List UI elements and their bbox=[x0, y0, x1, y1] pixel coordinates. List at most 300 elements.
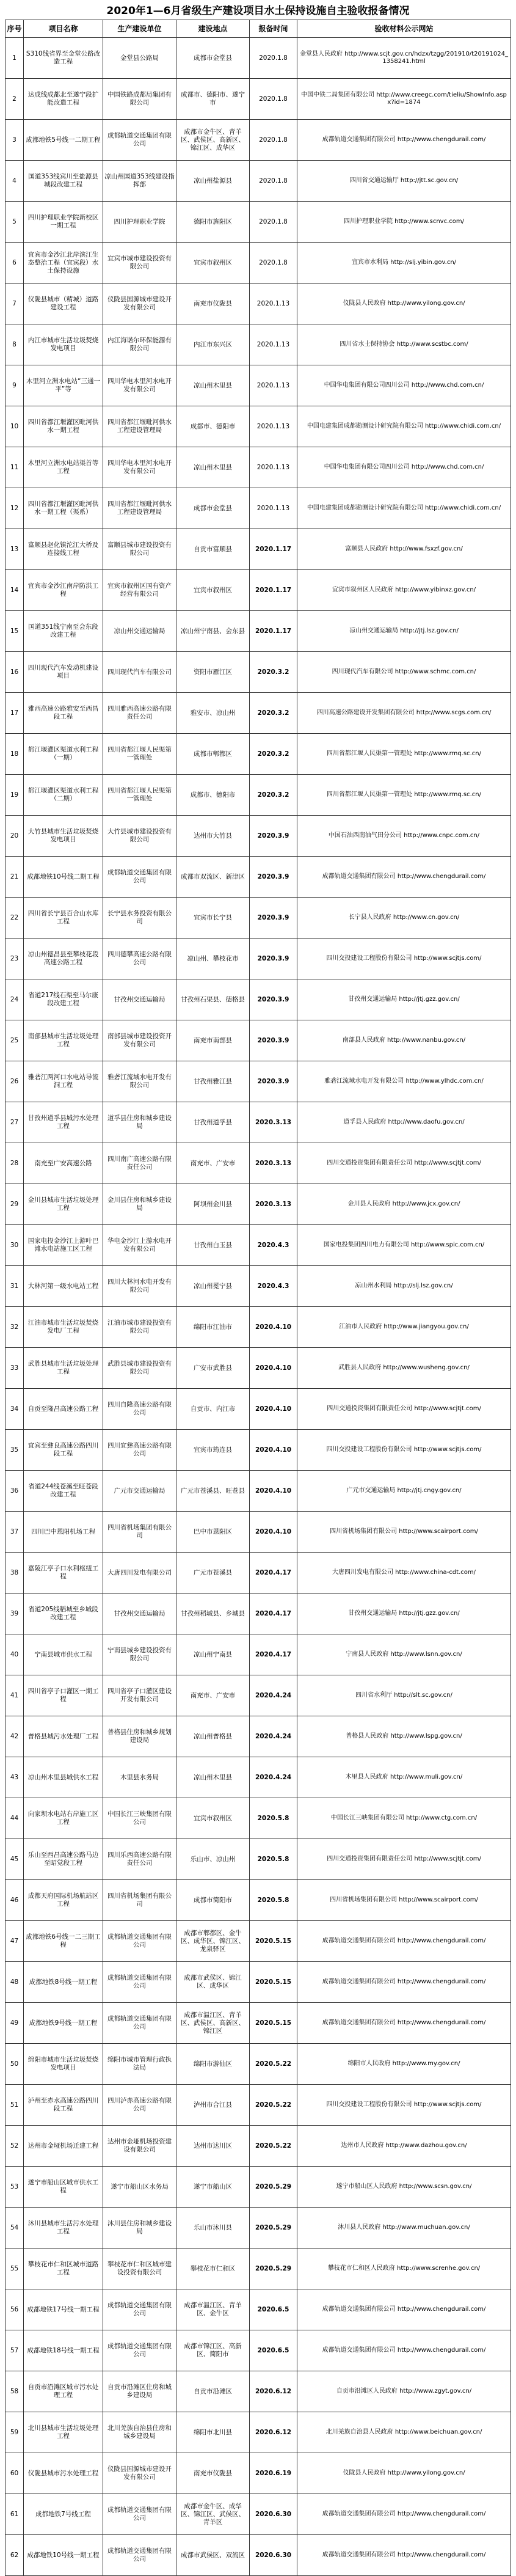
construction-location: 凉山州普格县 bbox=[176, 1716, 250, 1757]
row-number: 10 bbox=[5, 406, 24, 447]
publicity-website: 中国中铁二局集团有限公司 http://www.creegc.com/tieliu/ShowInfo.aspx?id=1874 bbox=[297, 79, 511, 120]
table-row bbox=[5, 1880, 511, 1921]
project-name: 省道205线稻城至乡城段改建工程 bbox=[24, 1594, 103, 1634]
row-number: 18 bbox=[5, 734, 24, 775]
table-row bbox=[5, 2208, 511, 2249]
project-name: 四川省都江堰灌区毗河供水一期工程 bbox=[24, 406, 103, 447]
construction-location: 南充市仪陇县 bbox=[176, 284, 250, 324]
publicity-website: 凉山州交通运输局 http://jtj.lsz.gov.cn/ bbox=[297, 611, 511, 652]
construction-location: 宜宾市叙州区 bbox=[176, 1798, 250, 1839]
publicity-website: 四川交投建设工程股份有限公司 http://www.scjtjs.com/ bbox=[297, 1430, 511, 1471]
publicity-website: 宜宾市水利局 http://slj.yibin.gov.cn/ bbox=[297, 243, 511, 284]
table-row bbox=[5, 1921, 511, 1962]
project-name: 宜宾市金沙江北岸滨江生态整治工程（宜宾段）水土保持设施 bbox=[24, 243, 103, 284]
project-name: 大竹县城市生活垃圾焚烧发电项目 bbox=[24, 816, 103, 857]
construction-location: 成都市金牛区、成华区、锦江区、武侯区、青羊区 bbox=[176, 2494, 250, 2535]
construction-unit: 成都轨道交通集团有限公司 bbox=[103, 2003, 176, 2044]
row-number: 8 bbox=[5, 324, 24, 365]
project-name: 沐川县城市生活污水处理工程 bbox=[24, 2208, 103, 2249]
construction-location: 甘孜州道孚县 bbox=[176, 1102, 250, 1143]
row-number: 36 bbox=[5, 1471, 24, 1512]
header-unit: 生产建设单位 bbox=[103, 20, 176, 38]
table-row bbox=[5, 2453, 511, 2494]
header-location: 建设地点 bbox=[176, 20, 250, 38]
construction-unit: 甘孜州交通运输局 bbox=[103, 1594, 176, 1634]
construction-unit: 成都轨道交通集团有限公司 bbox=[103, 2289, 176, 2330]
table-row bbox=[5, 939, 511, 979]
publicity-website: 四川省水土保持协会 http://www.scstbc.com/ bbox=[297, 324, 511, 365]
row-number: 48 bbox=[5, 1962, 24, 2003]
construction-location: 凉山州、攀枝花市 bbox=[176, 939, 250, 979]
table-row bbox=[5, 447, 511, 488]
report-date: 2020.4.10 bbox=[250, 1471, 297, 1512]
table-row bbox=[5, 365, 511, 406]
project-name: 成都地铁18号线一期工程 bbox=[24, 2330, 103, 2371]
publicity-website: 道孚县人民政府 http://www.daofu.gov.cn/ bbox=[297, 1102, 511, 1143]
header-date: 报备时间 bbox=[250, 20, 297, 38]
project-name: 南部县城市生活垃圾处理工程 bbox=[24, 1020, 103, 1061]
row-number: 28 bbox=[5, 1143, 24, 1184]
construction-unit: 中国长江三峡集团有限公司 bbox=[103, 1798, 176, 1839]
construction-unit: 中国铁路成都局集团有限公司 bbox=[103, 79, 176, 120]
construction-location: 甘孜州石渠县、德格县 bbox=[176, 979, 250, 1020]
report-date: 2020.4.3 bbox=[250, 1266, 297, 1307]
report-date: 2020.1.8 bbox=[250, 120, 297, 161]
row-number: 46 bbox=[5, 1880, 24, 1921]
publicity-website: 成都轨道交通集团有限公司 http://www.chengdurail.com/ bbox=[297, 1921, 511, 1962]
row-number: 39 bbox=[5, 1594, 24, 1634]
table-row bbox=[5, 1184, 511, 1225]
table-row bbox=[5, 1716, 511, 1757]
project-name: 省道217线石渠至马尔康段改建工程 bbox=[24, 979, 103, 1020]
construction-location: 宜宾市筠连县 bbox=[176, 1430, 250, 1471]
report-date: 2020.3.13 bbox=[250, 1184, 297, 1225]
report-date: 2020.6.30 bbox=[250, 2535, 297, 2576]
table-row bbox=[5, 1061, 511, 1102]
project-name: 四川省都江堰灌区毗河供水一期工程（渠系） bbox=[24, 488, 103, 529]
table-row bbox=[5, 1430, 511, 1471]
table-row bbox=[5, 693, 511, 734]
project-name: 凉山州德昌县至攀枝花段高速公路工程 bbox=[24, 939, 103, 979]
publicity-website: 四川省机场集团有限公司 http://www.scairport.com/ bbox=[297, 1880, 511, 1921]
project-name: 南充至广安高速公路 bbox=[24, 1143, 103, 1184]
row-number: 53 bbox=[5, 2167, 24, 2208]
construction-location: 成都市温江区、青羊区、武侯区、高新区、锦江区 bbox=[176, 2003, 250, 2044]
publicity-website: 沐川县人民政府 http://www.muchuan.gov.cn/ bbox=[297, 2208, 511, 2249]
row-number: 21 bbox=[5, 857, 24, 898]
row-number: 37 bbox=[5, 1512, 24, 1553]
table-row bbox=[5, 1389, 511, 1430]
construction-unit: 富顺县城市建设投资有限公司 bbox=[103, 529, 176, 570]
row-number: 51 bbox=[5, 2085, 24, 2126]
publicity-website: 四川交投建设工程股份有限公司 http://www.scjtjs.com/ bbox=[297, 939, 511, 979]
construction-location: 成都市双流区、新津区 bbox=[176, 857, 250, 898]
report-date: 2020.4.10 bbox=[250, 1348, 297, 1389]
publicity-website: 四川交通投资集团有限责任公司 http://www.scjtjt.com/ bbox=[297, 1143, 511, 1184]
table-row bbox=[5, 2085, 511, 2126]
table-row bbox=[5, 1594, 511, 1634]
publicity-website: 遂宁市船山区人民政府 http://www.scsn.gov.cn/ bbox=[297, 2167, 511, 2208]
project-name: 四川现代汽车发动机建设项目 bbox=[24, 652, 103, 693]
construction-unit: 北川羌族自治县住房和城乡建设局 bbox=[103, 2412, 176, 2453]
project-name: 木里河立洲水电站“三通一平”等 bbox=[24, 365, 103, 406]
construction-unit: 遂宁市船山区水务局 bbox=[103, 2167, 176, 2208]
construction-location: 甘孜州雅江县 bbox=[176, 1061, 250, 1102]
construction-unit: 四川省机场集团有限公司 bbox=[103, 1512, 176, 1553]
row-number: 55 bbox=[5, 2249, 24, 2289]
report-date: 2020.6.12 bbox=[250, 2412, 297, 2453]
construction-unit: 四川德攀高速公路有限公司 bbox=[103, 939, 176, 979]
table-row bbox=[5, 324, 511, 365]
row-number: 25 bbox=[5, 1020, 24, 1061]
project-name: 武胜县城市生活垃圾处理工程 bbox=[24, 1348, 103, 1389]
table-row bbox=[5, 2412, 511, 2453]
report-date: 2020.5.8 bbox=[250, 1880, 297, 1921]
row-number: 30 bbox=[5, 1225, 24, 1266]
row-number: 13 bbox=[5, 529, 24, 570]
report-date: 2020.1.17 bbox=[250, 570, 297, 611]
publicity-website: 武胜县人民政府 http://www.wusheng.gov.cn/ bbox=[297, 1348, 511, 1389]
project-name: 都江堰灌区渠道水利工程（一期） bbox=[24, 734, 103, 775]
project-name: S310线省界至金堂公路改造工程 bbox=[24, 38, 103, 79]
publicity-website: 四川交通投资集团有限责任公司 http://www.scjtjt.com/ bbox=[297, 1389, 511, 1430]
row-number: 52 bbox=[5, 2126, 24, 2167]
table-row bbox=[5, 2371, 511, 2412]
publicity-website: 中国华电集团有限公司四川公司 http://www.chd.com.cn/ bbox=[297, 447, 511, 488]
construction-location: 泸州市合江县 bbox=[176, 2085, 250, 2126]
table-row bbox=[5, 1143, 511, 1184]
construction-unit: 内江海诺尔环保能源有限公司 bbox=[103, 324, 176, 365]
construction-location: 凉山州冕宁县 bbox=[176, 1266, 250, 1307]
construction-location: 绵阳市游仙区 bbox=[176, 2044, 250, 2085]
construction-location: 成都市金牛区、青羊区、武侯区、高新区、锦江区、成华区 bbox=[176, 120, 250, 161]
report-date: 2020.1.8 bbox=[250, 243, 297, 284]
project-name: 大林河第一级水电站工程 bbox=[24, 1266, 103, 1307]
publicity-website: 普格县人民政府 http://www.lspg.gov.cn/ bbox=[297, 1716, 511, 1757]
table-row bbox=[5, 406, 511, 447]
report-date: 2020.1.17 bbox=[250, 611, 297, 652]
row-number: 4 bbox=[5, 161, 24, 202]
construction-unit: 四川华电木里河水电开发有限公司 bbox=[103, 365, 176, 406]
project-name: 绵阳市城市生活垃圾焚烧发电项目 bbox=[24, 2044, 103, 2085]
construction-unit: 四川自隆高速公路有限公司 bbox=[103, 1389, 176, 1430]
construction-location: 南充市仪陇县 bbox=[176, 2453, 250, 2494]
construction-location: 自贡市富顺县 bbox=[176, 529, 250, 570]
report-date: 2020.1.8 bbox=[250, 38, 297, 79]
row-number: 49 bbox=[5, 2003, 24, 2044]
row-number: 14 bbox=[5, 570, 24, 611]
row-number: 35 bbox=[5, 1430, 24, 1471]
report-date: 2020.5.15 bbox=[250, 1921, 297, 1962]
table-row bbox=[5, 2126, 511, 2167]
construction-unit: 仪陇县国源城市建设开发有限公司 bbox=[103, 284, 176, 324]
project-name: 雅砻江两河口水电站导流洞工程 bbox=[24, 1061, 103, 1102]
construction-unit: 金川县住房和城乡建设局 bbox=[103, 1184, 176, 1225]
construction-location: 南充市南部县 bbox=[176, 1020, 250, 1061]
table-row bbox=[5, 2494, 511, 2535]
construction-unit: 凉山州国道353线建设指挥部 bbox=[103, 161, 176, 202]
report-date: 2020.1.17 bbox=[250, 529, 297, 570]
construction-unit: 四川乐西高速公路有限责任公司 bbox=[103, 1839, 176, 1880]
table-row bbox=[5, 775, 511, 816]
row-number: 60 bbox=[5, 2453, 24, 2494]
publicity-website: 金川县人民政府 http://www.jcx.gov.cn/ bbox=[297, 1184, 511, 1225]
construction-location: 资阳市雁江区 bbox=[176, 652, 250, 693]
row-number: 59 bbox=[5, 2412, 24, 2453]
row-number: 12 bbox=[5, 488, 24, 529]
project-name: 国道351线宁南至会东段改建工程 bbox=[24, 611, 103, 652]
publicity-website: 中国长江三峡集团有限公司 http://www.ctg.com.cn/ bbox=[297, 1798, 511, 1839]
row-number: 15 bbox=[5, 611, 24, 652]
project-name: 省道244线苍溪至旺苍段改建工程 bbox=[24, 1471, 103, 1512]
construction-location: 遂宁市船山区 bbox=[176, 2167, 250, 2208]
row-number: 42 bbox=[5, 1716, 24, 1757]
project-name: 泸州至赤水高速公路四川段工程 bbox=[24, 2085, 103, 2126]
publicity-website: 宜宾市叙州区人民政府 http://www.yibinxz.gov.cn/ bbox=[297, 570, 511, 611]
row-number: 50 bbox=[5, 2044, 24, 2085]
table-row bbox=[5, 652, 511, 693]
table-row bbox=[5, 2044, 511, 2085]
construction-unit: 沐川县住房和城乡建设局 bbox=[103, 2208, 176, 2249]
report-date: 2020.3.2 bbox=[250, 652, 297, 693]
construction-unit: 金堂县公路局 bbox=[103, 38, 176, 79]
construction-unit: 攀枝花市仁和区城市建设投资有限公司 bbox=[103, 2249, 176, 2289]
table-row bbox=[5, 857, 511, 898]
publicity-website: 成都轨道交通集团有限公司 http://www.chengdurail.com/ bbox=[297, 120, 511, 161]
construction-location: 巴中市恩阳区 bbox=[176, 1512, 250, 1553]
construction-location: 广安市武胜县 bbox=[176, 1348, 250, 1389]
row-number: 3 bbox=[5, 120, 24, 161]
construction-location: 雅安市、凉山州 bbox=[176, 693, 250, 734]
project-name: 宜宾市金沙江南岸防洪工程 bbox=[24, 570, 103, 611]
publicity-website: 北川羌族自治县人民政府 http://www.beichuan.gov.cn/ bbox=[297, 2412, 511, 2453]
project-name: 仪陇县城市（精城）道路建设工程 bbox=[24, 284, 103, 324]
project-name: 都江堰灌区渠道水利工程（二期） bbox=[24, 775, 103, 816]
report-date: 2020.3.9 bbox=[250, 1061, 297, 1102]
row-number: 22 bbox=[5, 898, 24, 939]
report-date: 2020.1.13 bbox=[250, 284, 297, 324]
construction-unit: 四川宜彝高速公路有限公司 bbox=[103, 1430, 176, 1471]
project-name: 嘉陵江亭子口水利枢纽工程 bbox=[24, 1553, 103, 1594]
report-date: 2020.6.12 bbox=[250, 2371, 297, 2412]
construction-location: 凉山州盐源县 bbox=[176, 161, 250, 202]
construction-unit: 广元市交通运输局 bbox=[103, 1471, 176, 1512]
report-date: 2020.3.2 bbox=[250, 775, 297, 816]
report-date: 2020.6.30 bbox=[250, 2494, 297, 2535]
publicity-website: 甘孜州交通运输局 http://jtj.gzz.gov.cn/ bbox=[297, 1594, 511, 1634]
table-row bbox=[5, 2535, 511, 2576]
table-row bbox=[5, 2167, 511, 2208]
header-website: 验收材料公示网站 bbox=[297, 20, 511, 38]
publicity-website: 成都轨道交通集团有限公司 http://www.chengdurail.com/ bbox=[297, 2330, 511, 2371]
report-date: 2020.5.29 bbox=[250, 2249, 297, 2289]
row-number: 34 bbox=[5, 1389, 24, 1430]
table-row bbox=[5, 1757, 511, 1798]
publicity-website: 成都轨道交通集团有限公司 http://www.chengdurail.com/ bbox=[297, 2289, 511, 2330]
construction-location: 成都市锦江区、高新区、简阳市 bbox=[176, 2330, 250, 2371]
table-row bbox=[5, 1962, 511, 2003]
project-name: 成都地铁5号线一二期工程 bbox=[24, 120, 103, 161]
construction-location: 南充市、广安市 bbox=[176, 1143, 250, 1184]
publicity-website: 四川交投建设工程股份有限公司 http://www.scjtjs.com/ bbox=[297, 2085, 511, 2126]
report-date: 2020.3.9 bbox=[250, 939, 297, 979]
project-name: 成都地铁7号线工程 bbox=[24, 2494, 103, 2535]
construction-unit: 华电金沙江上游水电开发有限公司 bbox=[103, 1225, 176, 1266]
construction-location: 宜宾市叙州区 bbox=[176, 243, 250, 284]
project-name: 国道353线宾川至盐源县城段改建工程 bbox=[24, 161, 103, 202]
construction-unit: 成都轨道交通集团有限公司 bbox=[103, 2330, 176, 2371]
report-date: 2020.4.17 bbox=[250, 1594, 297, 1634]
report-date: 2020.1.8 bbox=[250, 202, 297, 243]
publicity-website: 广元市交通运输局 http://jtj.cngy.gov.cn/ bbox=[297, 1471, 511, 1512]
publicity-website: 四川护理职业学院 http://www.scnvc.com/ bbox=[297, 202, 511, 243]
project-name: 遂宁市船山区城市供水工程 bbox=[24, 2167, 103, 2208]
construction-unit: 仪陇县国源城市建设开发有限公司 bbox=[103, 2453, 176, 2494]
report-date: 2020.3.2 bbox=[250, 693, 297, 734]
table-row bbox=[5, 1020, 511, 1061]
row-number: 2 bbox=[5, 79, 24, 120]
construction-location: 乐山市、凉山州 bbox=[176, 1839, 250, 1880]
report-date: 2020.1.13 bbox=[250, 406, 297, 447]
row-number: 7 bbox=[5, 284, 24, 324]
table-body bbox=[5, 38, 511, 2576]
report-date: 2020.4.24 bbox=[250, 1757, 297, 1798]
construction-unit: 成都轨道交通集团有限公司 bbox=[103, 2494, 176, 2535]
project-name: 成都地铁17号线一期工程 bbox=[24, 2289, 103, 2330]
table-row bbox=[5, 1512, 511, 1553]
report-date: 2020.4.24 bbox=[250, 1716, 297, 1757]
row-number: 27 bbox=[5, 1102, 24, 1143]
publicity-website: 成都轨道交通集团有限公司 http://www.chengdurail.com/ bbox=[297, 2494, 511, 2535]
construction-location: 甘孜州白玉县 bbox=[176, 1225, 250, 1266]
construction-unit: 武胜县城市建设投资有限公司 bbox=[103, 1348, 176, 1389]
construction-unit: 四川省都江堰人民渠第一管理处 bbox=[103, 734, 176, 775]
report-date: 2020.4.3 bbox=[250, 1225, 297, 1266]
table-row bbox=[5, 529, 511, 570]
construction-location: 成都市武侯区、锦江区、成华区 bbox=[176, 1962, 250, 2003]
report-date: 2020.1.8 bbox=[250, 79, 297, 120]
table-row bbox=[5, 898, 511, 939]
row-number: 31 bbox=[5, 1266, 24, 1307]
project-name: 北川县城市生活垃圾处理工程 bbox=[24, 2412, 103, 2453]
construction-unit: 成都轨道交通集团有限公司 bbox=[103, 1962, 176, 2003]
report-date: 2020.3.9 bbox=[250, 857, 297, 898]
row-number: 41 bbox=[5, 1675, 24, 1716]
construction-location: 成都市简阳市 bbox=[176, 1880, 250, 1921]
project-name: 内江市城市生活垃圾焚烧发电项目 bbox=[24, 324, 103, 365]
construction-location: 成都市、德阳市 bbox=[176, 775, 250, 816]
report-table bbox=[5, 20, 511, 2576]
construction-location: 成都市金堂县 bbox=[176, 488, 250, 529]
project-name: 成都地铁10号线二期工程 bbox=[24, 857, 103, 898]
table-row bbox=[5, 1348, 511, 1389]
project-name: 成都地铁9号线一期工程 bbox=[24, 2003, 103, 2044]
row-number: 19 bbox=[5, 775, 24, 816]
table-row bbox=[5, 1675, 511, 1716]
report-date: 2020.3.9 bbox=[250, 1020, 297, 1061]
report-date: 2020.4.10 bbox=[250, 1307, 297, 1348]
table-row bbox=[5, 38, 511, 79]
project-name: 富顺县赵化镇沱江大桥及连接线工程 bbox=[24, 529, 103, 570]
publicity-website: 自贡市沿滩区人民政府 http://www.zgyt.gov.cn/ bbox=[297, 2371, 511, 2412]
project-name: 四川护理职业学院新校区一期工程 bbox=[24, 202, 103, 243]
publicity-website: 甘孜州交通运输局 http://jtj.gzz.gov.cn/ bbox=[297, 979, 511, 1020]
construction-location: 成都市、德阳市 bbox=[176, 406, 250, 447]
publicity-website: 四川高速公路建设开发集团有限公司 http://www.scgs.com.cn/ bbox=[297, 693, 511, 734]
publicity-website: 绵阳市人民政府 http://www.my.gov.cn/ bbox=[297, 2044, 511, 2085]
table-row bbox=[5, 2289, 511, 2330]
construction-unit: 达州市金垭机场投资建设有限公司 bbox=[103, 2126, 176, 2167]
publicity-website: 四川交通投资集团有限责任公司 http://www.scjtjt.com/ bbox=[297, 1839, 511, 1880]
table-row bbox=[5, 1225, 511, 1266]
publicity-website: 四川省都江堰人民渠第一管理处 http://www.rmq.sc.cn/ bbox=[297, 734, 511, 775]
construction-location: 甘孜州稻城县、乡城县 bbox=[176, 1594, 250, 1634]
project-name: 四川巴中恩阳机场工程 bbox=[24, 1512, 103, 1553]
construction-location: 凉山州木里县 bbox=[176, 447, 250, 488]
publicity-website: 四川现代汽车有限公司 http://www.schmc.com.cn/ bbox=[297, 652, 511, 693]
row-number: 40 bbox=[5, 1634, 24, 1675]
publicity-website: 长宁县人民政府 http://www.cn.gov.cn/ bbox=[297, 898, 511, 939]
publicity-website: 四川省都江堰人民渠第一管理处 http://www.rmq.sc.cn/ bbox=[297, 775, 511, 816]
report-date: 2020.6.19 bbox=[250, 2453, 297, 2494]
table-row bbox=[5, 1471, 511, 1512]
table-row bbox=[5, 284, 511, 324]
row-number: 9 bbox=[5, 365, 24, 406]
table-row bbox=[5, 611, 511, 652]
publicity-website: 凉山州水利局 http://slj.lsz.gov.cn/ bbox=[297, 1266, 511, 1307]
project-name: 向家坝水电站右岸施工区工程 bbox=[24, 1798, 103, 1839]
publicity-website: 金堂县人民政府 http://www.scjt.gov.cn/hdzx/tzgg/201910/t20191024_1358241.html bbox=[297, 38, 511, 79]
construction-location: 凉山州木里县 bbox=[176, 365, 250, 406]
row-number: 17 bbox=[5, 693, 24, 734]
table-row bbox=[5, 1634, 511, 1675]
report-date: 2020.4.17 bbox=[250, 1634, 297, 1675]
report-date: 2020.4.24 bbox=[250, 1675, 297, 1716]
project-name: 木里河立洲水电站渠首等工程 bbox=[24, 447, 103, 488]
row-number: 57 bbox=[5, 2330, 24, 2371]
publicity-website: 成都轨道交通集团有限公司 http://www.chengdurail.com/ bbox=[297, 2535, 511, 2576]
construction-location: 广元市苍溪县、旺苍县 bbox=[176, 1471, 250, 1512]
publicity-website: 成都轨道交通集团有限公司 http://www.chengdurail.com/ bbox=[297, 857, 511, 898]
construction-location: 绵阳市北川县 bbox=[176, 2412, 250, 2453]
header-name: 项目名称 bbox=[24, 20, 103, 38]
table-header-row bbox=[5, 20, 511, 38]
table-row bbox=[5, 1102, 511, 1143]
row-number: 56 bbox=[5, 2289, 24, 2330]
report-date: 2020.5.15 bbox=[250, 1962, 297, 2003]
project-name: 达州市金垭机场迁建工程 bbox=[24, 2126, 103, 2167]
project-name: 自贡至隆昌高速公路工程 bbox=[24, 1389, 103, 1430]
construction-unit: 木里县水务局 bbox=[103, 1757, 176, 1798]
publicity-website: 富顺县人民政府 http://www.fsxzf.gov.cn/ bbox=[297, 529, 511, 570]
publicity-website: 宁南县人民政府 http://www.lsnn.gov.cn/ bbox=[297, 1634, 511, 1675]
report-date: 2020.4.17 bbox=[250, 1553, 297, 1594]
table-row bbox=[5, 79, 511, 120]
row-number: 45 bbox=[5, 1839, 24, 1880]
construction-location: 成都市武侯区、双流区 bbox=[176, 2535, 250, 2576]
construction-location: 绵阳市江油市 bbox=[176, 1307, 250, 1348]
report-date: 2020.5.22 bbox=[250, 2126, 297, 2167]
report-date: 2020.1.8 bbox=[250, 161, 297, 202]
report-date: 2020.5.22 bbox=[250, 2085, 297, 2126]
report-date: 2020.5.15 bbox=[250, 2003, 297, 2044]
publicity-website: 雅砻江流域水电开发有限公司 http://www.ylhdc.com.cn/ bbox=[297, 1061, 511, 1102]
publicity-website: 仪陇县人民政府 http://www.yilong.gov.cn/ bbox=[297, 284, 511, 324]
table-row bbox=[5, 2249, 511, 2289]
construction-location: 内江市东兴区 bbox=[176, 324, 250, 365]
table-row bbox=[5, 202, 511, 243]
table-row bbox=[5, 816, 511, 857]
